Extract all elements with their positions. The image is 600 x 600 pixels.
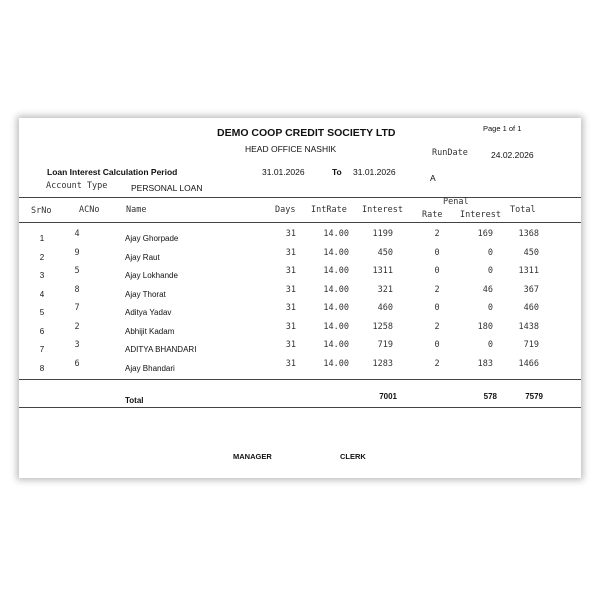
cell-name: Ajay Ghorpade	[125, 234, 179, 243]
cell-acno: 4	[74, 229, 80, 239]
cell-srno: 1	[39, 234, 45, 243]
cell-srno: 2	[39, 252, 45, 262]
cell-penal-interest: 0	[487, 266, 493, 276]
cell-days: 31	[285, 340, 296, 350]
cell-total: 1438	[518, 321, 539, 332]
cell-interest: 450	[377, 247, 393, 258]
cell-interest: 321	[377, 284, 393, 295]
col-name: Name	[126, 205, 147, 215]
cell-penal-rate: 0	[434, 266, 440, 276]
cell-penal-interest: 169	[477, 229, 493, 239]
cell-penal-rate: 2	[434, 229, 440, 239]
report-mark: A	[430, 173, 436, 183]
cell-penal-interest: 0	[487, 340, 493, 350]
org-name: DEMO COOP CREDIT SOCIETY LTD	[217, 127, 396, 139]
table-row	[19, 303, 581, 321]
total-top-rule	[19, 379, 581, 380]
to-label: To	[332, 167, 342, 177]
cell-penal-interest: 0	[487, 303, 493, 313]
cell-interest: 1199	[372, 229, 393, 239]
cell-total: 460	[523, 303, 539, 313]
table-row	[19, 229, 581, 247]
total-amount: 7579	[525, 392, 543, 401]
cell-penal-rate: 0	[434, 247, 440, 258]
total-penal-interest: 578	[483, 392, 497, 401]
account-type-label: Account Type	[46, 181, 108, 191]
cell-interest: 1258	[372, 321, 393, 332]
col-acno: ACNo	[79, 205, 100, 215]
col-penal: Penal	[443, 197, 469, 207]
cell-rate: 14.00	[323, 266, 349, 276]
cell-penal-interest: 46	[482, 284, 493, 295]
period-to: 31.01.2026	[353, 167, 396, 177]
cell-name: Abhijit Kadam	[125, 326, 175, 336]
cell-penal-rate: 2	[434, 284, 440, 295]
cell-rate: 14.00	[323, 284, 349, 295]
cell-total: 1466	[518, 358, 539, 369]
run-date-value: 24.02.2026	[491, 150, 534, 160]
cell-penal-rate: 0	[434, 340, 440, 350]
cell-days: 31	[285, 303, 296, 313]
page-number: Page 1 of 1	[483, 124, 522, 133]
cell-srno: 3	[39, 271, 45, 280]
cell-rate: 14.00	[323, 358, 349, 369]
period-from: 31.01.2026	[262, 167, 305, 177]
cell-acno: 8	[74, 284, 80, 295]
cell-rate: 14.00	[323, 340, 349, 350]
cell-name: Aditya Yadav	[125, 308, 172, 317]
header-bottom-rule	[19, 222, 581, 223]
cell-total: 719	[523, 340, 539, 350]
account-type-value: PERSONAL LOAN	[131, 183, 203, 193]
cell-acno: 7	[74, 303, 80, 313]
total-label: Total	[125, 396, 144, 405]
cell-acno: 2	[74, 321, 80, 332]
cell-days: 31	[285, 229, 296, 239]
table-row	[19, 359, 581, 377]
report-page	[19, 118, 581, 478]
cell-total: 1311	[518, 266, 539, 276]
cell-srno: 5	[39, 308, 45, 317]
cell-interest: 719	[377, 340, 393, 350]
table-row	[19, 285, 581, 303]
cell-rate: 14.00	[323, 247, 349, 258]
table-row	[19, 266, 581, 284]
cell-acno: 9	[74, 247, 80, 258]
col-penal-interest: Interest	[460, 210, 501, 220]
header-top-rule	[19, 197, 581, 198]
col-penal-rate: Rate	[422, 210, 443, 220]
cell-srno: 4	[39, 289, 45, 299]
manager-signature: MANAGER	[233, 452, 272, 461]
table-row	[19, 340, 581, 358]
cell-name: Ajay Bhandari	[125, 363, 175, 373]
col-interest: Interest	[362, 205, 403, 215]
cell-penal-interest: 0	[487, 247, 493, 258]
cell-days: 31	[285, 321, 296, 332]
cell-rate: 14.00	[323, 321, 349, 332]
total-interest: 7001	[379, 392, 397, 401]
cell-srno: 7	[39, 345, 45, 354]
cell-total: 450	[523, 247, 539, 258]
cell-days: 31	[285, 358, 296, 369]
cell-acno: 3	[74, 340, 80, 350]
cell-acno: 6	[74, 358, 80, 369]
cell-interest: 1283	[372, 358, 393, 369]
cell-interest: 1311	[372, 266, 393, 276]
cell-penal-interest: 183	[477, 358, 493, 369]
col-days: Days	[275, 205, 296, 215]
cell-name: ADITYA BHANDARI	[125, 345, 197, 354]
cell-name: Ajay Thorat	[125, 289, 166, 299]
cell-interest: 460	[377, 303, 393, 313]
cell-total: 367	[523, 284, 539, 295]
cell-penal-rate: 0	[434, 303, 440, 313]
run-date-label: RunDate	[432, 148, 468, 158]
cell-days: 31	[285, 247, 296, 258]
cell-rate: 14.00	[323, 229, 349, 239]
table-row	[19, 322, 581, 340]
cell-rate: 14.00	[323, 303, 349, 313]
cell-days: 31	[285, 284, 296, 295]
cell-penal-rate: 2	[434, 321, 440, 332]
cell-penal-interest: 180	[477, 321, 493, 332]
total-bottom-rule	[19, 407, 581, 408]
cell-penal-rate: 2	[434, 358, 440, 369]
col-total: Total	[510, 205, 536, 215]
cell-srno: 8	[39, 363, 45, 373]
period-label: Loan Interest Calculation Period	[47, 167, 178, 177]
col-srno: SrNo	[31, 206, 52, 216]
table-row	[19, 248, 581, 266]
cell-total: 1368	[518, 229, 539, 239]
cell-name: Ajay Raut	[125, 252, 160, 262]
clerk-signature: CLERK	[340, 452, 366, 461]
col-intrate: IntRate	[311, 205, 347, 215]
cell-name: Ajay Lokhande	[125, 271, 178, 280]
branch-name: HEAD OFFICE NASHIK	[245, 144, 337, 154]
cell-srno: 6	[39, 326, 45, 336]
cell-days: 31	[285, 266, 296, 276]
cell-acno: 5	[74, 266, 80, 276]
